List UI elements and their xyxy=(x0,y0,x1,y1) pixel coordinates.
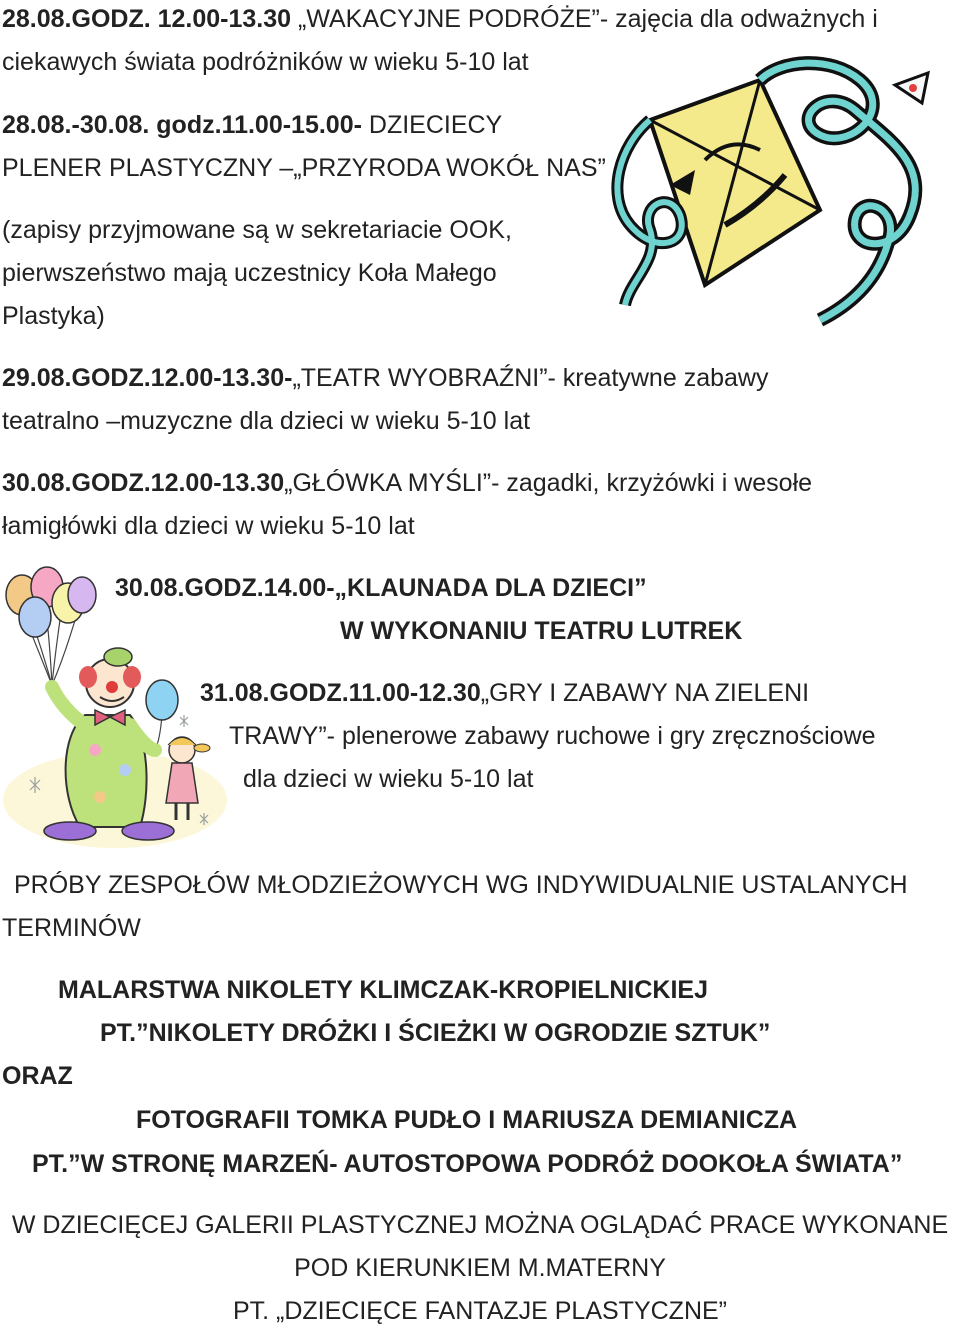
event-6-date: 31.08.GODZ.11.00-12.30 xyxy=(200,679,481,707)
event-3-line-1 xyxy=(2,363,768,393)
event-2-note-1: (zapisy przyjmowane są w sekretariacie OOK, xyxy=(2,216,512,244)
exhibition-photo-title: PT.”W STRONĘ MARZEŃ- AUTOSTOPOWA PODRÓŻ DOOKOŁA ŚWIATA” xyxy=(32,1150,903,1178)
event-1-date: 28.08.GODZ. 12.00-13.30 xyxy=(2,5,292,33)
gallery-line-3: PT. „DZIECIĘCE FANTAZJE PLASTYCZNE” xyxy=(232,1297,728,1325)
girl-hair xyxy=(168,738,196,746)
event-4-line-1 xyxy=(2,468,812,498)
kite-illustration xyxy=(610,55,960,335)
kite-bow-dot xyxy=(909,84,917,92)
girl-ponytail xyxy=(194,744,210,752)
event-2-line-1 xyxy=(2,110,502,140)
suit-dot-1 xyxy=(89,744,101,756)
exhibition-painting: MALARSTWA NIKOLETY KLIMCZAK-KROPIELNICKIEJ xyxy=(58,976,708,1004)
event-4-title: „GŁÓWKA MYŚLI”- zagadki, krzyżówki i wesołe xyxy=(284,469,813,497)
clown-hair-right xyxy=(123,666,141,688)
suit-dot-3 xyxy=(94,791,106,803)
event-4-line-2: łamigłówki dla dzieci w wieku 5-10 lat xyxy=(2,512,415,540)
clown-nose xyxy=(106,681,118,693)
event-2-date: 28.08.-30.08. godz.11.00-15.00- xyxy=(2,111,362,139)
clown-hat xyxy=(104,648,132,666)
event-1-line-1 xyxy=(2,4,878,34)
event-6-line-3: dla dzieci w wieku 5-10 lat xyxy=(243,765,534,793)
exhibition-painting-title: PT.”NIKOLETY DRÓŻKI I ŚCIEŻKI W OGRODZIE SZTUK” xyxy=(100,1019,771,1047)
event-5-line-1: 30.08.GODZ.14.00-„KLAUNADA DLA DZIECI” xyxy=(115,574,647,602)
event-4-date: 30.08.GODZ.12.00-13.30 xyxy=(2,469,285,497)
exhibition-photo: FOTOGRAFII TOMKA PUDŁO I MARIUSZA DEMIANICZA xyxy=(136,1106,798,1134)
event-3-date: 29.08.GODZ.12.00-13.30- xyxy=(2,364,293,392)
event-5-line-2: W WYKONANIU TEATRU LUTREK xyxy=(340,617,743,645)
suit-dot-2 xyxy=(119,764,131,776)
event-2-note-2: pierwszeństwo mają uczestnicy Koła Małego xyxy=(2,259,497,287)
balloon-purple xyxy=(68,577,96,613)
event-3-title: „TEATR WYOBRAŹNI”- kreatywne zabawy xyxy=(292,364,769,392)
balloon-blue xyxy=(19,597,51,637)
event-1-title: „WAKACYJNE PODRÓŻE”- zajęcia dla odważnych i xyxy=(291,5,878,33)
event-2-line-2: PLENER PLASTYCZNY –„PRZYRODA WOKÓŁ NAS” xyxy=(2,154,606,182)
gallery-line-2: POD KIERUNKIEM M.MATERNY xyxy=(294,1254,666,1282)
clown-arm-left xyxy=(52,687,85,725)
clown-with-balloons-illustration xyxy=(0,565,230,850)
rehearsals-line-2: TERMINÓW xyxy=(2,914,141,942)
event-3-line-2: teatralno –muzyczne dla dzieci w wieku 5-10 lat xyxy=(2,407,531,435)
clown-shoe-left xyxy=(44,822,96,840)
event-1-line-2: ciekawych świata podróżników w wieku 5-10 lat xyxy=(2,48,529,76)
clown-hair-left xyxy=(79,666,97,688)
rehearsals-line-1: PRÓBY ZESPOŁÓW MŁODZIEŻOWYCH WG INDYWIDUALNIE USTALANYCH xyxy=(14,871,908,899)
clown-shoe-right xyxy=(122,822,174,840)
event-2-title: DZIECIECY xyxy=(361,111,503,139)
balloon-light-blue xyxy=(146,680,178,720)
exhibition-and: ORAZ xyxy=(2,1062,73,1090)
event-6-title: „GRY I ZABAWY NA ZIELENI xyxy=(480,679,810,707)
event-6-line-2: TRAWY”- plenerowe zabawy ruchowe i gry zręcznościowe xyxy=(229,722,876,750)
girl-dress xyxy=(166,763,198,803)
gallery-line-1: W DZIECIĘCEJ GALERII PLASTYCZNEJ MOŻNA OGLĄDAĆ PRACE WYKONANE xyxy=(11,1211,949,1239)
event-6-line-1 xyxy=(200,678,809,708)
event-2-note-3: Plastyka) xyxy=(2,302,105,330)
